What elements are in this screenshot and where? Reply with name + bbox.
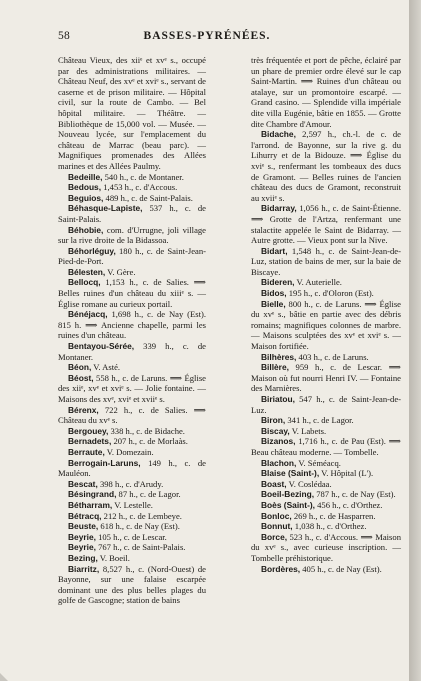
gazetteer-entry: [58, 203, 206, 224]
entry-text: 180 h., c. de Saint-Jean-Pied-de-Port.: [58, 245, 206, 267]
entry-headword: Bezing,: [68, 552, 98, 563]
page-header: [58, 30, 356, 44]
entry-headword: Beyrie,: [68, 542, 96, 553]
gazetteer-entry: [58, 521, 206, 532]
gazetteer-entry: [251, 394, 401, 415]
entry-headword: Berraute,: [68, 446, 105, 457]
entry-text: 105 h., c. de Lescar.: [95, 531, 167, 542]
entry-headword: Bielle,: [261, 298, 286, 309]
gazetteer-entry: [58, 447, 206, 458]
entry-text: 1,698 h., c. de Nay (Est). 815 h. ⟹ Ancienne chapelle, parmi les ruines d'un château.: [58, 309, 206, 341]
gazetteer-entry: [251, 436, 401, 457]
entry-text: V. Asté.: [91, 362, 121, 373]
gazetteer-entry: [58, 172, 206, 183]
entry-headword: Beuste,: [68, 521, 99, 532]
entry-text: V. Coslédaa.: [286, 478, 332, 489]
entry-headword: Bedous,: [68, 182, 102, 193]
scan-edge: [409, 0, 421, 681]
entry-headword: Bésingrand,: [68, 489, 117, 500]
entry-headword: Blaise (Saint-),: [261, 468, 320, 479]
entry-text: 537 h., c. de Saint-Palais.: [58, 203, 206, 224]
entry-text: 1,056 h., c. de Saint-Étienne. ⟹ Grotte de l'Artza, renfermant une stalactite appelée le Saint de Bidarray. — Autre grotte. — Vieux pont sur la Nive.: [251, 203, 401, 246]
entry-headword: Biron,: [261, 415, 286, 426]
entry-headword: Bellocq,: [68, 277, 101, 288]
entry-headword: Bordères,: [261, 563, 301, 574]
gazetteer-entry: [251, 203, 401, 245]
entry-headword: Blachon,: [261, 457, 297, 468]
gazetteer-entry: [251, 468, 401, 479]
entry-text: V. Domezain.: [104, 446, 154, 457]
entry-text: V. Auterielle.: [294, 277, 342, 288]
entry-headword: Béon,: [68, 362, 92, 373]
entry-text: 1,153 h., c. de Salies. ⟹ Belles ruines d'un château du xiiiᵉ s. — Église romane au curieux portail.: [58, 277, 206, 309]
entry-text: V. Boeil.: [97, 552, 130, 563]
entry-headword: Béhasque-Lapiste,: [68, 203, 143, 214]
entry-text: 787 h., c. de Nay (Est).: [314, 489, 396, 500]
gazetteer-entry: [58, 500, 206, 511]
gazetteer-entry: [58, 458, 206, 479]
gazetteer-entry: [58, 542, 206, 553]
entry-text: 398 h., c. d'Arudy.: [97, 478, 164, 489]
entry-text: 540 h., c. de Montaner.: [102, 171, 184, 182]
entry-text: V. Hôpital (L').: [319, 468, 374, 479]
page-number: 58: [58, 30, 71, 42]
entry-text: 212 h., c. de Lembeye.: [101, 510, 182, 521]
entry-text: 800 h., c. de Laruns. ⟹ Église du xvᵉ s., bâtie en partie avec des débris romains; magnifiques colonnes de marbre. — Maisons sculptées des xvᵉ et xviᵉ s. — Maison fortifiée.: [251, 298, 401, 352]
entry-text: 523 h., c. d'Accous. ⟹ Maison du xvᵉ s., avec curieuse inscription. — Tombelle préhistorique.: [251, 531, 401, 563]
entry-text: 207 h., c. de Morlaàs.: [111, 436, 188, 447]
entry-text: 618 h., c. de Nay (Est).: [98, 521, 180, 532]
page-corner: [0, 673, 8, 681]
gazetteer-entry: [251, 521, 401, 532]
entry-headword: Bénéjacq,: [68, 309, 108, 320]
gazetteer-entry: [58, 362, 206, 373]
page-title: BASSES-PYRÉNÉES.: [143, 30, 271, 42]
entry-text: V. Lestelle.: [112, 499, 153, 510]
gazetteer-entry: [251, 415, 401, 426]
entry-text: 403 h., c. de Laruns.: [296, 351, 369, 362]
entry-text: 767 h., c. de Saint-Palais.: [95, 542, 186, 553]
entry-headword: Bélesten,: [68, 266, 106, 277]
gazetteer-entry: [58, 246, 206, 267]
entry-text: 338 h., c. de Bidache.: [108, 425, 185, 436]
entry-headword: Bidos,: [261, 288, 287, 299]
entry-text: 547 h., c. de Saint-Jean-de-Luz.: [251, 394, 401, 415]
gazetteer-entry: [58, 511, 206, 522]
entry-headword: Bernadets,: [68, 436, 112, 447]
gazetteer-entry: [58, 479, 206, 490]
right-text-column: [251, 55, 401, 574]
entry-headword: Bergouey,: [68, 425, 109, 436]
entry-headword: Béhobie,: [68, 224, 104, 235]
entry-headword: Bonnut,: [261, 521, 293, 532]
gazetteer-entry: [58, 564, 206, 606]
entry-headword: Bedeille,: [68, 171, 103, 182]
entry-text: 195 h., c. d'Oloron (Est).: [286, 288, 374, 299]
entry-headword: Bideren,: [261, 277, 295, 288]
entry-headword: Bétracq,: [68, 510, 102, 521]
entry-text: 1,548 h., c. de Saint-Jean-de-Luz, station de bains de mer, sur la baie de Biscaye.: [251, 245, 401, 277]
gazetteer-entry: [58, 436, 206, 447]
entry-headword: Béost,: [68, 372, 94, 383]
entry-text: 269 h., c. de Hasparren.: [291, 510, 376, 521]
gazetteer-entry: [251, 299, 401, 352]
entry-text: 489 h., c. de Saint-Palais.: [103, 192, 193, 203]
gazetteer-entry: [58, 277, 206, 309]
entry-headword: Biscay,: [261, 425, 290, 436]
gazetteer-entry: [58, 426, 206, 437]
gazetteer-entry: [251, 564, 401, 575]
entry-text: 405 h., c. de Nay (Est).: [300, 563, 382, 574]
entry-text: très fréquentée et port de pêche, éclairé par un phare de premier ordre élevé sur le cap Saint-Martin. ⟹ Ruines d'un château ou atalaye, sur un promontoire escarpé. — Grand casino. — Splendide villa impériale dite villa Eugénie, bâtie en 1855. — Grotte dite Chambre d'Amour.: [251, 55, 401, 129]
entry-text: com. d'Urrugne, joli village sur la rive droite de la Bidassoa.: [58, 224, 206, 246]
gazetteer-entry: [251, 352, 401, 363]
entry-headword: Béhorléguy,: [68, 245, 116, 256]
entry-headword: Bonloc,: [261, 510, 292, 521]
entry-headword: Boès (Saint-),: [261, 499, 315, 510]
entry-headword: Bidart,: [261, 245, 288, 256]
entry-text: 8,527 h., c. (Nord-Ouest) de Bayonne, sur une falaise escarpée dominant une des plus belles plages du golfe de Gascogne; station de bains: [58, 563, 206, 606]
gazetteer-entry: [251, 479, 401, 490]
gazetteer-entry: [58, 373, 206, 405]
entry-headword: Boast,: [261, 478, 287, 489]
gazetteer-entry: [58, 532, 206, 543]
entry-headword: Bizanos,: [261, 436, 296, 447]
entry-text: 558 h., c. de Laruns. ⟹ Église des xiiᵉ, xvᵉ et xviᵉ s. — Jolie fontaine. — Maisons des xvᵉ, xviᵉ et xviiᵉ s.: [58, 372, 206, 404]
entry-headword: Boeil-Bezing,: [261, 489, 315, 500]
gazetteer-entry: [251, 246, 401, 278]
gazetteer-entry: [251, 500, 401, 511]
entry-headword: Bidarray,: [261, 203, 297, 214]
gazetteer-entry: [251, 277, 401, 288]
entry-text: 959 h., c. de Lescar. ⟹ Maison où fut nourri Henri IV. — Fontaine des Marnières.: [251, 362, 401, 394]
gazetteer-entry: [58, 267, 206, 278]
gazetteer-entry: [251, 458, 401, 469]
gazetteer-entry: [58, 225, 206, 246]
entry-text: 1,716 h., c. de Pau (Est). ⟹ Beau château moderne. — Tombelle.: [251, 436, 401, 457]
entry-text: V. Séméacq.: [296, 457, 341, 468]
entry-headword: Beguios,: [68, 192, 104, 203]
gazetteer-entry: [251, 288, 401, 299]
entry-text: 339 h., c. de Montaner.: [58, 341, 206, 362]
entry-headword: Bescat,: [68, 478, 98, 489]
entry-headword: Biriatou,: [261, 394, 295, 404]
entry-text: 341 h., c. de Lagor.: [285, 415, 354, 426]
gazetteer-entry: [251, 532, 401, 564]
gazetteer-entry: [58, 341, 206, 362]
gazetteer-entry: [58, 309, 206, 341]
entry-text: 456 h., c. d'Orthez.: [314, 499, 383, 510]
entry-text: Château Vieux, des xiiᵉ et xvᵉ s., occupé par des administrations militaires. — Château Neuf, des xvᵉ et xviᵉ s., servant de caserne et de prison militaire. — Hôpital civil, sur la route de Cambo. — Bel hôpital militaire. — Théâtre. — Bibliothèque de 15,000 vol. — Musée. — Nouveau lycée, sur l'emplacement du château de Marrac (beau parc). — Magnifiques promenades des Allées marines et des Allées Paulmy.: [58, 55, 206, 171]
entry-text: 2,597 h., ch.-l. de c. de l'arrond. de Bayonne, sur la rive g. du Lihurry et de la Bidouze. ⟹ Église du xviᵉ s., renfermant les tombeaux des ducs de Gramont. — Belles ruines de l'ancien château des ducs de Gramont, reconstruit au xviiᵉ s.: [251, 129, 401, 203]
entry-headword: Beyrie,: [68, 531, 96, 542]
entry-headword: Bétharram,: [68, 499, 113, 510]
gazetteer-entry: [58, 489, 206, 500]
entry-text: V. Labets.: [289, 425, 327, 436]
continued-paragraph: [251, 55, 401, 129]
gazetteer-entry: [58, 553, 206, 564]
entry-headword: Billère,: [261, 362, 289, 373]
gazetteer-entry: [251, 129, 401, 203]
entry-headword: Berrogain-Laruns,: [68, 457, 141, 468]
entry-text: 149 h., c. de Mauléon.: [58, 457, 206, 479]
gazetteer-entry: [58, 182, 206, 193]
gazetteer-entry: [251, 511, 401, 522]
entry-headword: Biarritz,: [68, 563, 100, 574]
entry-text: V. Gère.: [105, 266, 136, 277]
entry-text: 1,453 h., c. d'Accous.: [101, 182, 178, 193]
entry-headword: Borce,: [261, 531, 288, 542]
gazetteer-entry: [251, 489, 401, 500]
entry-text: 87 h., c. de Lagor.: [116, 489, 181, 500]
entry-headword: Bentayou-Sérée,: [68, 341, 135, 352]
entry-headword: Bilhères,: [261, 351, 297, 362]
gazetteer-entry: [58, 193, 206, 204]
gazetteer-entry: [251, 426, 401, 437]
entry-text: 722 h., c. de Salies. ⟹ Château du xvᵉ s.: [58, 404, 206, 426]
entry-text: 1,038 h., c. d'Orthez.: [292, 521, 367, 532]
continued-paragraph: [58, 55, 206, 172]
entry-headword: Bérenx,: [68, 404, 99, 415]
left-text-column: [58, 55, 206, 606]
entry-headword: Bidache,: [261, 129, 296, 140]
gazetteer-entry: [251, 362, 401, 394]
gazetteer-entry: [58, 405, 206, 426]
